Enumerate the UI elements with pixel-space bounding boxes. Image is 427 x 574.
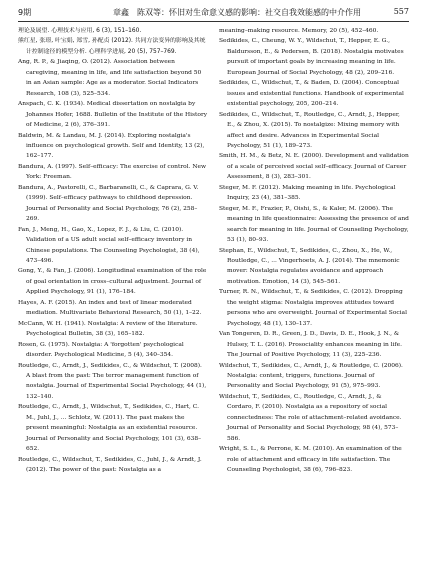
reference-entry: Stephan, E., Wildschut, T., Sedikides, C., Zhou, X., He, W., Routledge, C., ... Vingerhoets, A. J. (2014). The mnemonic mover: Nostalgia regulates avoidance and approach motivation. Emotion, 14 (3), 545–561. xyxy=(219,247,400,285)
reference-entry: 熊红星, 张璟, 叶宝娟, 郑雪, 孙配贞 (2012). 共同方法变异的影响及其统计控制途径的模型分析. 心理科学进展, 20 (5), 757–769. xyxy=(18,38,206,55)
reference-entry: Fan, J., Meng, H., Gao, X., Lopez, F. J., & Liu, C. (2010). Validation of a US adult social self–efficacy inventory in Chinese populations. The Counseling Psychologist, 38 (4), 473–496. xyxy=(18,226,200,264)
reference-entry: Steger, M. F., Frazier, P., Oishi, S., & Kaler, M. (2006). The meaning in life questionnaire: Assessing the presence of and search for meaning in life. Journal of Counseling Psychology, 53 (1), 80–93. xyxy=(219,205,409,244)
reference-entry: Routledge, C., Arndt, J., Sedikides, C., & Wildschut, T. (2008). A blast from the past: The terror management function of nostalgia. Journal of Experimental Social Psychology, 44 (1), 132–140. xyxy=(18,362,207,400)
reference-entry: Rosen, G. (1975). Nostalgia: A 'forgotten' psychological disorder. Psychological Medicine, 5 (4), 340–354. xyxy=(18,341,184,359)
reference-entry: Bandura, A. (1997). Self–efficacy: The exercise of control. New York: Freeman. xyxy=(18,163,207,181)
page-number: 557 xyxy=(393,7,409,16)
reference-entry: Routledge, C., Arndt, J., Wildschut, T., Sedikides, C., Hart, C. M., Juhl, J., ... Schlotz, W. (2011). The past makes the present meaningful: Nostalgia as an existential resource. Journal of Personality and Social Psychology, 101 (3), 638–652. xyxy=(18,404,202,453)
reference-entry: McCann, W. H. (1941). Nostalgia: A review of the literature. Psychological Bulletin, 38 (3), 165–182. xyxy=(18,320,198,338)
reference-entry: Turner, R. N., Wildschut, T., & Sedikides, C. (2012). Dropping the weight stigma: Nostalgia improves attitudes toward persons who are overweight. Journal of Experimental Social Psychology, 48 (1), 130–137. xyxy=(219,289,407,327)
issue-number: 9期 xyxy=(18,8,32,17)
reference-entry: Steger, M. F. (2012). Making meaning in life. Psychological Inquiry, 23 (4), 381–385. xyxy=(219,184,396,202)
reference-entry: 理论及展望. 心理技术与应用, 6 (3), 151–160. xyxy=(18,28,142,34)
reference-entry: Bandura, A., Pastorelli, C., Barbaranelli, C., & Caprara, G. V. (1999). Self–efficacy pathways to childhood depression. Journal of Personality and Social Psychology, 76 (2), 258–269. xyxy=(18,184,199,223)
reference-entry: Anspach, C. K. (1934). Medical dissertation on nostalgia by Johannes Hofer, 1688. Bulletin of the Institute of the History of Medicine, 2 (6), 376–391. xyxy=(18,101,208,129)
reference-entry: meaning–making resource. Memory, 20 (5), 452–460. xyxy=(219,28,379,34)
reference-entry: Hayes, A. F. (2015). An index and test of linear moderated mediation. Multivariate Behavioral Research, 50 (1), 1–22. xyxy=(18,299,202,317)
reference-entry: Ang, R. P., & Jiaqing, O. (2012). Association between caregiving, meaning in life, and life satisfaction beyond 50 in an Asian sample: Age as a moderator. Social Indicators Research, 108 (3), 525–534. xyxy=(18,59,202,97)
reference-entry: Wright, S. L., & Perrone, K. M. (2010). An examination of the role of attachment and efficacy in life satisfaction. The Counseling Psychologist, 38 (6), 796–823. xyxy=(219,446,402,474)
reference-entry: Routledge, C., Wildschut, T., Sedikides, C., Juhl, J., & Arndt, J. (2012). The power of the past: Nostalgia as a xyxy=(18,456,202,474)
reference-entry: Gong, Y., & Fan, J. (2006). Longitudinal examination of the role of goal orientation in cross–cultural adjustment. Journal of Applied Psychology, 91 (1), 176–184. xyxy=(18,268,207,296)
reference-entry: Baldwin, M. & Landau, M. J. (2014). Exploring nostalgia's influence on psychological growth. Self and Identity, 13 (2), 162–177. xyxy=(18,132,205,160)
references-left-column xyxy=(18,26,208,475)
reference-entry: Van Tongeren, D. R., Green, J. D., Davis, D. E., Hook, J. N., & Hulsey, T. L. (2016). Prosociality enhances meaning in life. The Journal of Positive Psychology, 11 (3), 225–236. xyxy=(219,331,402,359)
reference-entry: Sedikides, C., Wildschut, T., Routledge, C., Arndt, J., Hepper, E., & Zhou, X. (2015). To nostalgize: Mixing memory with affect and desire. Advances in Experimental Social Psychology, 51 (1), 189–273. xyxy=(219,111,400,149)
references-right-column xyxy=(219,26,409,475)
header-rule xyxy=(18,21,409,22)
reference-entry: Wildschut, T., Sedikides, C., Arndt, J., & Routledge, C. (2006). Nostalgia: content, triggers, functions. Journal of Personality and Social Psychology, 91 (5), 975–993. xyxy=(219,362,403,390)
reference-entry: Wildschut, T., Sedikides, C., Routledge, C., Arndt, J., & Cordaro, F. (2010). Nostalgia as a repository of social connectedness: The role of attachment–related avoidance. Journal of Personality and Social Psychology, 98 (4), 573–586. xyxy=(219,393,402,442)
reference-entry: Sedikides, C., Wildschut, T., & Baden, D. (2004). Conceptual issues and existential functions. Handbook of experimental existential psychology, 205, 200–214. xyxy=(219,80,404,108)
running-title: 章鑫 陈双等：怀旧对生命意义感的影响：社交自我效能感的中介作用 xyxy=(113,8,361,17)
reference-entry: Smith, H. M., & Betz, N. E. (2000). Development and validation of a scale of perceived social self–efficacy. Journal of Career Assessment, 8 (3), 283–301. xyxy=(219,153,409,181)
reference-entry: Sedikides, C., Cheung, W. Y., Wildschut, T., Hepper, E. G., Baldursson, E., & Pedersen, B. (2018). Nostalgia motivates pursuit of important goals by increasing meaning in life. European Journal of Social Psychology, 48 (2), 209–216. xyxy=(219,38,404,76)
